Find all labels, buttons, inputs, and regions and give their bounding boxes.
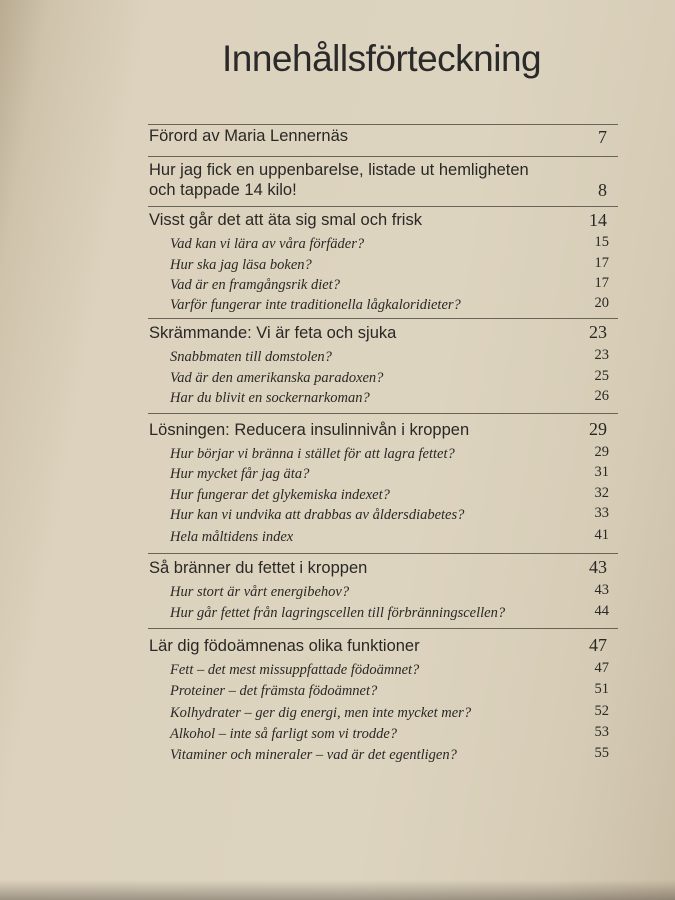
chapter-page-number: 23 [589, 322, 607, 342]
subsection-title[interactable]: Fett – det mest missuppfattade födoämnet? [170, 662, 420, 678]
chapter-title[interactable]: Visst går det att äta sig smal och frisk [149, 211, 422, 229]
chapter-title[interactable]: Skrämmande: Vi är feta och sjuka [149, 324, 397, 342]
subsection-title[interactable]: Har du blivit en sockernarkoman? [170, 390, 370, 406]
section-divider [148, 628, 618, 629]
subsection-title[interactable]: Varför fungerar inte traditionella lågkaloridieter? [170, 297, 461, 313]
subsection-title[interactable]: Alkohol – inte så farligt som vi trodde? [170, 726, 398, 742]
chapter-page-number: 29 [589, 419, 607, 439]
section-divider [148, 156, 618, 157]
subsection-title[interactable]: Hur stort är vårt energibehov? [170, 584, 350, 600]
subsection-page-number: 29 [594, 444, 609, 460]
subsection-title[interactable]: Hur går fettet från lagringscellen till förbränningscellen? [170, 605, 506, 621]
chapter-title[interactable]: Så bränner du fettet i kroppen [149, 559, 368, 577]
chapter-page-number: 7 [598, 127, 607, 147]
chapter-page-number: 8 [598, 180, 607, 200]
subsection-title[interactable]: Hur kan vi undvika att drabbas av åldersdiabetes? [170, 507, 465, 523]
page-title: Innehållsförteckning [222, 38, 542, 79]
subsection-page-number: 55 [594, 745, 609, 761]
chapter-title[interactable]: Förord av Maria Lennernäs [149, 127, 349, 145]
subsection-title[interactable]: Hur ska jag läsa boken? [170, 257, 312, 273]
subsection-title[interactable]: Snabbmaten till domstolen? [170, 349, 332, 365]
subsection-page-number: 43 [594, 582, 609, 598]
chapter-title[interactable]: Lär dig födoämnenas olika funktioner [149, 637, 420, 655]
chapter-page-number: 47 [589, 635, 607, 655]
subsection-title[interactable]: Proteiner – det främsta födoämnet? [170, 683, 378, 699]
chapter-page-number: 14 [589, 210, 607, 230]
subsection-page-number: 41 [594, 527, 609, 543]
chapter-title[interactable]: Lösningen: Reducera insulinnivån i kroppen [149, 421, 470, 439]
subsection-title[interactable]: Vad är den amerikanska paradoxen? [170, 370, 384, 386]
subsection-page-number: 44 [594, 603, 609, 619]
section-divider [148, 206, 618, 207]
subsection-title[interactable]: Hela måltidens index [170, 529, 294, 545]
subsection-page-number: 31 [594, 464, 609, 480]
section-divider [148, 124, 618, 125]
section-divider [148, 413, 618, 414]
chapter-title[interactable]: Hur jag fick en uppenbarelse, listade ut hemligheten [149, 161, 529, 179]
page-edge-shadow [0, 880, 675, 900]
chapter-page-number: 43 [589, 557, 607, 577]
chapter-title[interactable]: och tappade 14 kilo! [149, 181, 297, 199]
subsection-page-number: 17 [594, 275, 609, 291]
subsection-title[interactable]: Vad kan vi lära av våra förfäder? [170, 236, 365, 252]
subsection-page-number: 33 [594, 505, 609, 521]
subsection-page-number: 26 [594, 388, 609, 404]
subsection-page-number: 47 [594, 660, 609, 676]
subsection-page-number: 53 [594, 724, 609, 740]
subsection-page-number: 15 [594, 234, 609, 250]
subsection-page-number: 17 [594, 255, 609, 271]
subsection-title[interactable]: Hur fungerar det glykemiska indexet? [170, 487, 390, 503]
subsection-title[interactable]: Hur mycket får jag äta? [170, 466, 310, 482]
subsection-title[interactable]: Hur börjar vi bränna i stället för att lagra fettet? [170, 446, 455, 462]
subsection-title[interactable]: Kolhydrater – ger dig energi, men inte mycket mer? [170, 705, 472, 721]
subsection-page-number: 52 [594, 703, 609, 719]
subsection-page-number: 32 [594, 485, 609, 501]
section-divider [148, 553, 618, 554]
subsection-page-number: 20 [594, 295, 609, 311]
subsection-page-number: 23 [594, 347, 609, 363]
subsection-page-number: 51 [594, 681, 609, 697]
section-divider [148, 318, 618, 319]
subsection-title[interactable]: Vitaminer och mineraler – vad är det egentligen? [170, 747, 457, 763]
subsection-page-number: 25 [594, 368, 609, 384]
subsection-title[interactable]: Vad är en framgångsrik diet? [170, 277, 340, 293]
